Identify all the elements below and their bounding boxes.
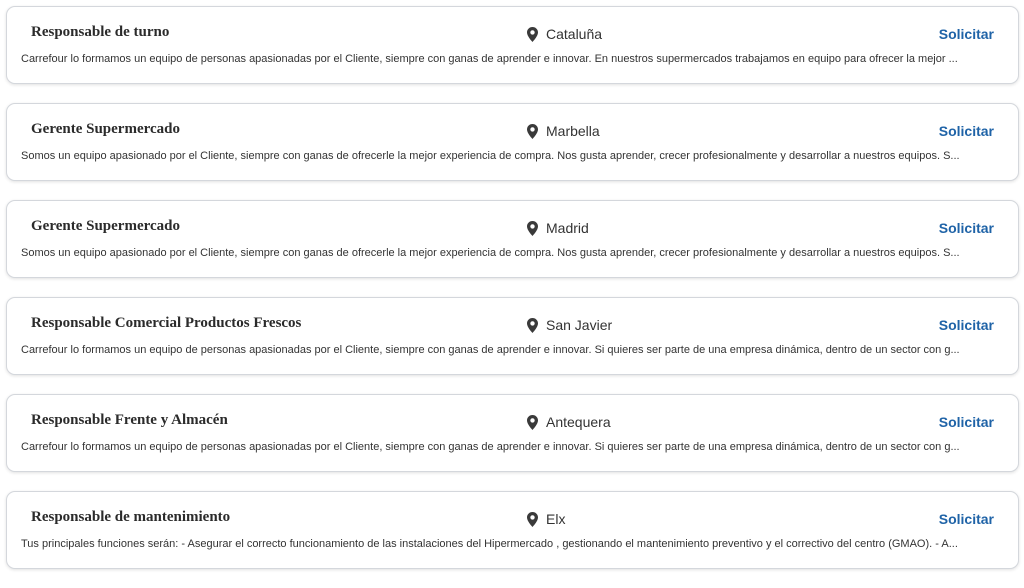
apply-button[interactable]: Solicitar: [938, 317, 994, 333]
job-location-label: San Javier: [546, 317, 613, 333]
job-location-label: Antequera: [546, 414, 611, 430]
job-location-label: Cataluña: [546, 26, 603, 42]
job-location: [527, 26, 602, 42]
job-location: [527, 123, 600, 139]
job-description: Carrefour lo formamos un equipo de personas apasionadas por el Cliente, siempre con ganas de aprender e innovar. Si quieres ser parte de una empresa dinámica, dentro de un sector con g...: [21, 344, 960, 356]
job-title[interactable]: Gerente Supermercado: [31, 121, 180, 137]
job-location-label: Madrid: [546, 220, 589, 236]
job-location: [527, 511, 565, 527]
job-card[interactable]: [6, 491, 1019, 569]
job-description: Carrefour lo formamos un equipo de personas apasionadas por el Cliente, siempre con ganas de aprender e innovar. En nuestros supermercados trabajamos en equipo para ofrecer la mejor ...: [21, 53, 958, 65]
job-list: [6, 6, 1019, 588]
map-pin-icon: [527, 415, 538, 430]
job-title[interactable]: Responsable de mantenimiento: [31, 509, 231, 525]
map-pin-icon: [527, 27, 538, 42]
job-title[interactable]: Responsable Frente y Almacén: [31, 412, 228, 428]
job-card[interactable]: [6, 297, 1019, 375]
job-card[interactable]: [6, 200, 1019, 278]
apply-button[interactable]: Solicitar: [938, 414, 994, 430]
job-location-label: Marbella: [546, 123, 600, 139]
map-pin-icon: [527, 318, 538, 333]
map-pin-icon: [527, 221, 538, 236]
job-title[interactable]: Responsable de turno: [31, 24, 170, 40]
job-location: [527, 317, 612, 333]
apply-button[interactable]: Solicitar: [938, 511, 994, 527]
job-description: Somos un equipo apasionado por el Cliente, siempre con ganas de ofrecerle la mejor experiencia de compra. Nos gusta aprender, crecer profesionalmente y desarrollar a nuestros equipos. S...: [21, 150, 960, 162]
job-card[interactable]: [6, 103, 1019, 181]
job-description: Carrefour lo formamos un equipo de personas apasionadas por el Cliente, siempre con ganas de aprender e innovar. Si quieres ser parte de una empresa dinámica, dentro de un sector con g...: [21, 441, 960, 453]
job-description: Somos un equipo apasionado por el Cliente, siempre con ganas de ofrecerle la mejor experiencia de compra. Nos gusta aprender, crecer profesionalmente y desarrollar a nuestros equipos. S...: [21, 247, 960, 259]
apply-button[interactable]: Solicitar: [938, 26, 994, 42]
map-pin-icon: [527, 124, 538, 139]
job-location-label: Elx: [546, 511, 566, 527]
job-location: [527, 220, 589, 236]
job-card[interactable]: [6, 394, 1019, 472]
job-title[interactable]: Gerente Supermercado: [31, 218, 180, 234]
apply-button[interactable]: Solicitar: [938, 123, 994, 139]
job-title[interactable]: Responsable Comercial Productos Frescos: [31, 315, 302, 331]
map-pin-icon: [527, 512, 538, 527]
apply-button[interactable]: Solicitar: [938, 220, 994, 236]
job-location: [527, 414, 611, 430]
job-card[interactable]: [6, 6, 1019, 84]
job-description: Tus principales funciones serán: - Asegurar el correcto funcionamiento de las instalaciones del Hipermercado , gestionando el mantenimiento preventivo y el correctivo del centro (GMAO). - A...: [21, 538, 958, 550]
